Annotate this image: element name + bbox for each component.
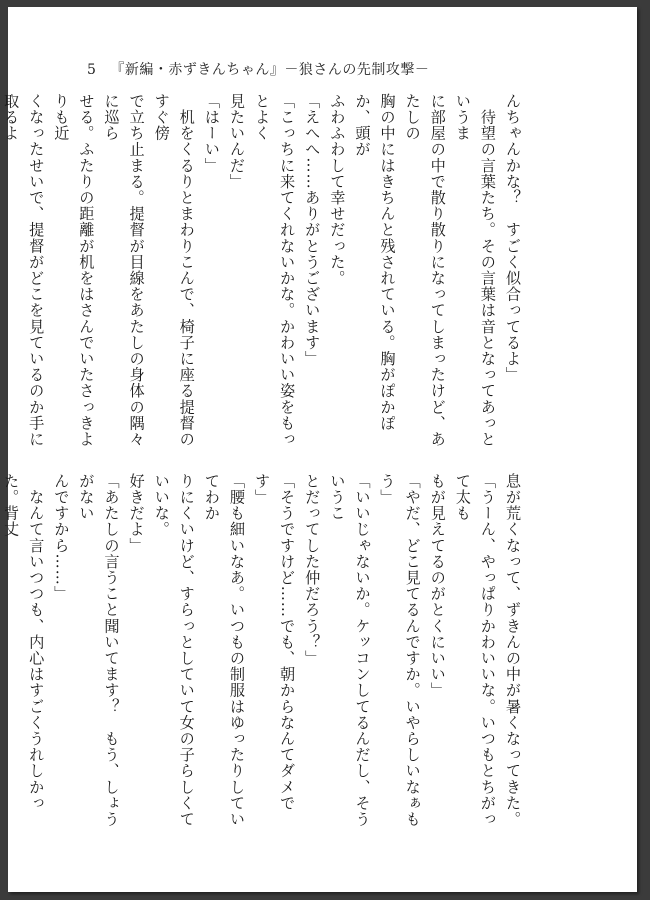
text-line: 好きだよ」 [127,473,146,554]
text-line: 待望の言葉たち。その言葉は音となってあっというま [453,93,497,448]
document-page [2,7,637,892]
text-line: りにくいけど、すらっとしていて女の子らしくていいな。 [152,473,196,828]
text-line: せる。ふたりの距離が机をはさんでいたさっきよりも近 [52,93,96,448]
text-block-bottom [0,473,525,835]
page-number: 5 [87,62,97,78]
text-line: 「えへへ……ありがとうございます」 [303,93,322,367]
text-line: 「はーい」 [202,93,221,174]
text-line: 「腰も細いなあ。いつもの制服はゆったりしていてわか [202,473,246,828]
text-block-top [0,93,525,455]
text-line: 見たいんだ」 [227,93,246,190]
text-line: んですから……」 [52,473,71,602]
text-line: 「そうですけど……でも、朝からなんてダメです」 [253,473,297,812]
text-line: 「やだ、どこ見てるんですか。いやらしいなぁもう」 [378,473,422,828]
text-line: んちゃんかな？ すごく似合ってるよ」 [504,93,522,383]
text-line: もが見えてるのがとくにいい」 [428,473,447,699]
chapter-title: 『新編・赤ずきんちゃん』－狼さんの先制攻撃－ [110,62,430,78]
text-line: 「うーん、やっぱりかわいいな。いつもとちがって太も [453,473,497,828]
text-line: 胸の中にはきちんと残されている。胸がぽかぽか、頭が [353,93,397,432]
text-line: 「あたしの言うこと聞いてます？ もう、しょうがない [77,473,121,828]
text-line: に部屋の中で散り散りになってしまったけど、あたしの [403,93,447,448]
text-line: ふわふわして幸せだった。 [328,93,347,287]
text-line: 「いいじゃないか。ケッコンしてるんだし、そういうこ [328,473,372,828]
text-line: くなったせいで、提督がどこを見ているのか手に取るよ [2,93,46,448]
running-header [87,59,429,79]
text-line: 息が荒くなって、ずきんの中が暑くなってきた。 [504,473,522,828]
text-line: で立ち止まる。提督が目線をあたしの身体の隅々に巡ら [102,93,146,448]
text-line: 机をくるりとまわりこんで、椅子に座る提督のすぐ傍 [152,93,196,448]
text-line: とだってした仲だろう？」 [303,473,322,667]
text-line: 「こっちに来てくれないかな。かわいい姿をもっとよく [253,93,297,448]
text-line: なんて言いつつも、内心はすごくうれしかった。背丈 [2,473,46,812]
